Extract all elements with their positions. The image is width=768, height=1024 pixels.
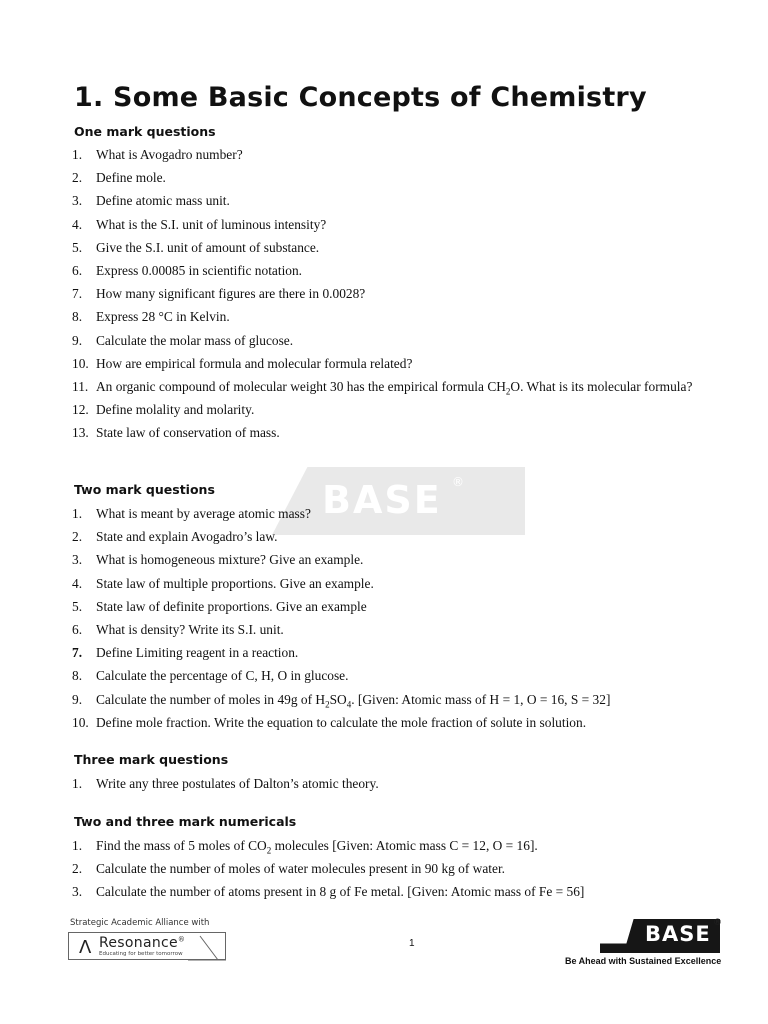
watermark-text: BASE bbox=[322, 478, 442, 522]
question-list-one-mark bbox=[72, 146, 698, 447]
page-title: 1. Some Basic Concepts of Chemistry bbox=[74, 82, 647, 113]
question-item: 3. Calculate the number of atoms present in 8 g of Fe metal. [Given: Atomic mass of Fe = 56] bbox=[72, 884, 585, 900]
question-item: 1. Find the mass of 5 moles of $CO_2$ molecules [Given: Atomic mass C = 12, O = 16]. bbox=[72, 838, 538, 856]
question-item: 5. Give the S.I. unit of amount of substance. bbox=[72, 239, 320, 255]
question-item: 4. What is the S.I. unit of luminous intensity? bbox=[72, 216, 327, 232]
question-item: 1. Write any three postulates of Dalton’s atomic theory. bbox=[72, 776, 379, 791]
watermark-registered-mark: ® bbox=[452, 475, 464, 489]
question-item: 4. State law of multiple proportions. Give an example. bbox=[72, 575, 374, 591]
question-item: 9. Calculate the number of moles in 49g of $H_2SO_4$. [Given: Atomic mass of H = 1, O = 16, S = 32] bbox=[72, 691, 611, 710]
base-tagline: Be Ahead with Sustained Excellence bbox=[565, 956, 722, 966]
resonance-name: Resonance bbox=[99, 935, 178, 951]
section-heading-three-mark: Three mark questions bbox=[74, 752, 229, 767]
section-heading-numericals: Two and three mark numericals bbox=[74, 814, 297, 829]
question-list-two-mark bbox=[72, 505, 698, 737]
question-item: 13. State law of conservation of mass. bbox=[72, 425, 280, 441]
question-item: 10. How are empirical formula and molecular formula related? bbox=[72, 355, 413, 371]
alliance-caption: Strategic Academic Alliance with bbox=[70, 918, 210, 928]
question-item: 8. Calculate the percentage of C, H, O in glucose. bbox=[72, 668, 349, 684]
question-item: 5. State law of definite proportions. Give an example bbox=[72, 598, 367, 614]
question-item: 8. Express 28 °C in Kelvin. bbox=[72, 309, 230, 325]
page-number: 1 bbox=[409, 938, 415, 949]
question-item: 6. What is density? Write its S.I. unit. bbox=[72, 621, 284, 637]
question-item: 1. What is meant by average atomic mass? bbox=[72, 506, 311, 521]
section-heading-two-mark: Two mark questions bbox=[74, 482, 215, 497]
question-item: 7. How many significant figures are there in 0.0028? bbox=[72, 286, 366, 302]
question-item: 6. Express 0.00085 in scientific notation. bbox=[72, 262, 303, 278]
resonance-mark-icon: Λ bbox=[79, 937, 92, 958]
question-list-numericals bbox=[72, 837, 698, 907]
resonance-underline-graphic bbox=[188, 932, 228, 962]
question-item: 1. What is Avogadro number? bbox=[72, 147, 243, 162]
question-item: 9. Calculate the molar mass of glucose. bbox=[72, 332, 294, 348]
question-item: 12. Define molality and molarity. bbox=[72, 402, 255, 418]
base-logo-text: BASE bbox=[645, 922, 711, 946]
base-logo-registered-mark: ® bbox=[713, 918, 722, 928]
question-item: 11. An organic compound of molecular weight 30 has the empirical formula $CH_2O$. What is its molecular formula? bbox=[72, 378, 693, 397]
question-item: 7. Define Limiting reagent in a reaction. bbox=[72, 645, 299, 661]
question-item: 10. Define mole fraction. Write the equation to calculate the mole fraction of solute in solution. bbox=[72, 714, 587, 730]
question-item: 3. Define atomic mass unit. bbox=[72, 193, 230, 209]
section-heading-one-mark: One mark questions bbox=[74, 124, 216, 139]
question-item: 2. Define mole. bbox=[72, 170, 166, 186]
question-item: 2. Calculate the number of moles of water molecules present in 90 kg of water. bbox=[72, 861, 506, 877]
question-item: 3. What is homogeneous mixture? Give an example. bbox=[72, 552, 364, 568]
resonance-tagline: Educating for better tomorrow bbox=[99, 951, 183, 957]
question-list-three-mark bbox=[72, 775, 698, 798]
question-item: 2. State and explain Avogadro’s law. bbox=[72, 529, 278, 545]
resonance-registered-mark: ® bbox=[177, 935, 186, 944]
